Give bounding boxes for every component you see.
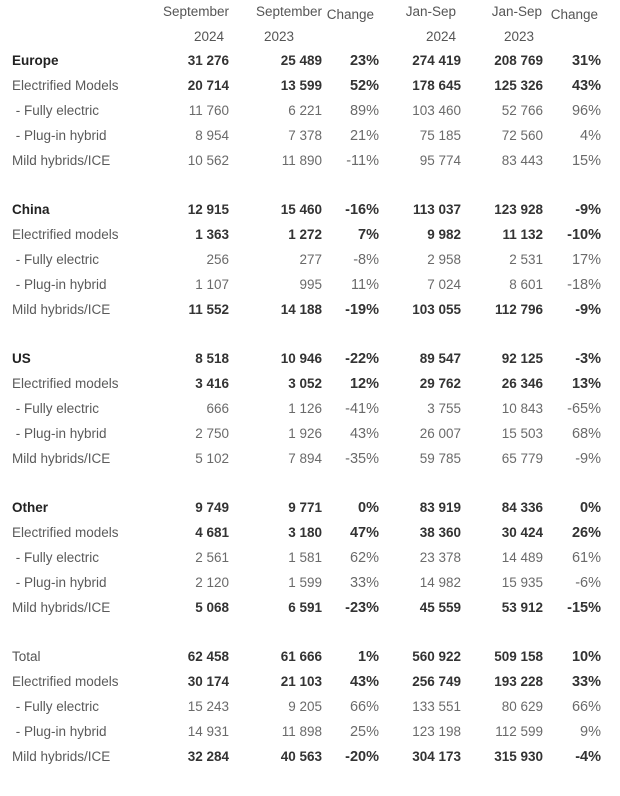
table-row xyxy=(0,75,620,100)
cell-jansep-2024: 103 055 xyxy=(412,302,461,317)
header-col-sep-2023-line1: September xyxy=(255,4,322,19)
cell-sep-2023: 11 898 xyxy=(281,724,322,739)
cell-jansep-2023: 112 796 xyxy=(494,302,543,317)
cell-change-month: 66% xyxy=(349,699,379,715)
cell-sep-2024: 8 518 xyxy=(195,351,229,366)
cell-sep-2023: 15 460 xyxy=(280,202,322,217)
cell-sep-2023: 25 489 xyxy=(280,53,322,68)
cell-jansep-2023: 193 228 xyxy=(494,674,543,689)
cell-sep-2023: 3 180 xyxy=(288,525,322,540)
cell-change-month: -19% xyxy=(345,302,379,318)
table-row xyxy=(0,497,620,522)
cell-sep-2023: 1 126 xyxy=(288,401,322,416)
cell-sep-2024: 1 363 xyxy=(195,227,229,242)
header-col-sep-2024-line2: 2024 xyxy=(193,29,224,44)
row-label: Total xyxy=(12,649,41,664)
cell-change-month: -22% xyxy=(345,351,379,367)
cell-change-ytd: 10% xyxy=(571,649,601,665)
cell-jansep-2024: 3 755 xyxy=(427,401,461,416)
cell-sep-2023: 40 563 xyxy=(280,749,322,764)
cell-sep-2024: 5 068 xyxy=(195,600,229,615)
cell-change-month: 25% xyxy=(349,724,379,740)
cell-jansep-2023: 8 601 xyxy=(509,277,543,292)
cell-jansep-2024: 9 982 xyxy=(427,227,461,242)
table-row xyxy=(0,249,620,274)
cell-change-month: -11% xyxy=(346,153,379,169)
cell-sep-2024: 8 954 xyxy=(195,128,229,143)
cell-change-ytd: 0% xyxy=(580,500,601,516)
cell-jansep-2024: 113 037 xyxy=(412,202,461,217)
cell-change-month: 21% xyxy=(349,128,379,144)
row-label: - Plug-in hybrid xyxy=(12,128,107,143)
cell-change-month: 33% xyxy=(349,575,379,591)
cell-change-month: 12% xyxy=(349,376,379,392)
cell-change-month: 43% xyxy=(349,674,379,690)
cell-jansep-2023: 26 346 xyxy=(501,376,543,391)
cell-sep-2024: 20 714 xyxy=(187,78,229,93)
table-row xyxy=(0,671,620,696)
cell-jansep-2024: 89 547 xyxy=(419,351,461,366)
cell-change-month: 52% xyxy=(349,78,379,94)
cell-change-month: -20% xyxy=(345,749,379,765)
row-label: Mild hybrids/ICE xyxy=(12,153,111,168)
table-row xyxy=(0,398,620,423)
cell-sep-2024: 11 552 xyxy=(188,302,229,317)
cell-sep-2024: 15 243 xyxy=(187,699,229,714)
cell-change-month: 43% xyxy=(349,426,379,442)
cell-sep-2024: 30 174 xyxy=(187,674,229,689)
row-label: Electrified Models xyxy=(12,78,119,93)
header-col-jansep-2024-line1: Jan-Sep xyxy=(405,4,456,19)
cell-change-ytd: -9% xyxy=(575,302,601,318)
table-row xyxy=(0,597,620,622)
cell-change-month: -16% xyxy=(345,202,379,218)
table-row xyxy=(0,721,620,746)
cell-jansep-2023: 15 503 xyxy=(501,426,543,441)
cell-sep-2023: 1 581 xyxy=(288,550,322,565)
cell-jansep-2024: 560 922 xyxy=(412,649,461,664)
section-other xyxy=(0,497,620,622)
row-label: US xyxy=(12,351,31,366)
row-label: Mild hybrids/ICE xyxy=(12,749,111,764)
row-label: Electrified models xyxy=(12,227,119,242)
cell-jansep-2023: 10 843 xyxy=(501,401,543,416)
table-row xyxy=(0,646,620,671)
cell-sep-2023: 21 103 xyxy=(280,674,322,689)
cell-sep-2024: 9 749 xyxy=(195,500,229,515)
cell-jansep-2023: 208 769 xyxy=(494,53,543,68)
cell-jansep-2023: 53 912 xyxy=(501,600,543,615)
cell-jansep-2023: 65 779 xyxy=(501,451,543,466)
cell-jansep-2024: 29 762 xyxy=(419,376,461,391)
cell-jansep-2024: 23 378 xyxy=(419,550,461,565)
cell-sep-2024: 4 681 xyxy=(195,525,229,540)
cell-sep-2023: 9 771 xyxy=(288,500,322,515)
cell-change-month: -8% xyxy=(353,252,379,268)
cell-jansep-2024: 103 460 xyxy=(412,103,461,118)
cell-change-ytd: 13% xyxy=(571,376,601,392)
cell-sep-2024: 5 102 xyxy=(195,451,229,466)
cell-change-ytd: 33% xyxy=(571,674,601,690)
table-row xyxy=(0,274,620,299)
cell-jansep-2023: 509 158 xyxy=(494,649,543,664)
cell-sep-2024: 32 284 xyxy=(187,749,229,764)
cell-change-ytd: -9% xyxy=(575,451,601,467)
cell-jansep-2024: 256 749 xyxy=(412,674,461,689)
table-row xyxy=(0,547,620,572)
cell-jansep-2024: 14 982 xyxy=(419,575,461,590)
table-header xyxy=(0,0,620,50)
row-label: - Plug-in hybrid xyxy=(12,575,107,590)
cell-sep-2024: 2 120 xyxy=(195,575,229,590)
row-label: Electrified models xyxy=(12,376,119,391)
cell-sep-2023: 11 890 xyxy=(281,153,322,168)
cell-change-ytd: -6% xyxy=(575,575,601,591)
cell-sep-2024: 10 562 xyxy=(187,153,229,168)
row-label: - Fully electric xyxy=(12,252,100,267)
cell-change-ytd: -65% xyxy=(567,401,601,417)
cell-jansep-2023: 92 125 xyxy=(501,351,543,366)
cell-change-ytd: 15% xyxy=(571,153,601,169)
table-row xyxy=(0,50,620,75)
cell-sep-2024: 12 915 xyxy=(187,202,229,217)
section-total xyxy=(0,646,620,771)
cell-change-month: -23% xyxy=(345,600,379,616)
cell-sep-2023: 277 xyxy=(299,252,322,267)
cell-jansep-2023: 72 560 xyxy=(501,128,543,143)
row-label: - Plug-in hybrid xyxy=(12,277,107,292)
cell-change-ytd: -18% xyxy=(567,277,601,293)
cell-sep-2024: 666 xyxy=(206,401,229,416)
cell-jansep-2023: 315 930 xyxy=(494,749,543,764)
cell-change-month: 11% xyxy=(351,277,379,293)
row-label: - Plug-in hybrid xyxy=(12,724,107,739)
row-label: Mild hybrids/ICE xyxy=(12,600,111,615)
cell-jansep-2023: 15 935 xyxy=(501,575,543,590)
table-row xyxy=(0,522,620,547)
cell-change-ytd: 9% xyxy=(580,724,601,740)
cell-jansep-2024: 83 919 xyxy=(419,500,461,515)
table-row xyxy=(0,125,620,150)
cell-sep-2023: 1 926 xyxy=(288,426,322,441)
row-label: Electrified models xyxy=(12,525,119,540)
cell-sep-2023: 9 205 xyxy=(288,699,322,714)
cell-jansep-2024: 2 958 xyxy=(427,252,461,267)
cell-change-ytd: -4% xyxy=(575,749,601,765)
header-col-change-month: Change xyxy=(326,7,374,22)
cell-jansep-2024: 274 419 xyxy=(412,53,461,68)
row-label: - Plug-in hybrid xyxy=(12,426,107,441)
cell-sep-2023: 1 599 xyxy=(288,575,322,590)
cell-sep-2024: 2 750 xyxy=(195,426,229,441)
table-row xyxy=(0,100,620,125)
cell-change-ytd: -9% xyxy=(575,202,601,218)
cell-jansep-2024: 59 785 xyxy=(419,451,461,466)
cell-jansep-2024: 7 024 xyxy=(427,277,461,292)
cell-change-month: 47% xyxy=(349,525,379,541)
cell-sep-2024: 62 458 xyxy=(187,649,229,664)
cell-jansep-2023: 2 531 xyxy=(509,252,543,267)
cell-change-ytd: 4% xyxy=(580,128,601,144)
cell-jansep-2023: 84 336 xyxy=(501,500,543,515)
cell-sep-2023: 995 xyxy=(299,277,322,292)
cell-sep-2024: 11 760 xyxy=(188,103,229,118)
header-col-sep-2024-line1: September xyxy=(162,4,229,19)
cell-jansep-2024: 178 645 xyxy=(412,78,461,93)
cell-change-ytd: 96% xyxy=(571,103,601,119)
cell-change-month: 1% xyxy=(358,649,379,665)
cell-change-ytd: 68% xyxy=(571,426,601,442)
section-europe xyxy=(0,50,620,175)
cell-change-ytd: 26% xyxy=(571,525,601,541)
cell-sep-2023: 6 591 xyxy=(288,600,322,615)
cell-sep-2023: 13 599 xyxy=(280,78,322,93)
cell-change-month: 89% xyxy=(349,103,379,119)
cell-sep-2023: 61 666 xyxy=(280,649,322,664)
row-label: - Fully electric xyxy=(12,401,100,416)
cell-sep-2023: 3 052 xyxy=(288,376,322,391)
cell-sep-2024: 2 561 xyxy=(195,550,229,565)
table-row xyxy=(0,572,620,597)
table-row xyxy=(0,373,620,398)
cell-jansep-2024: 45 559 xyxy=(419,600,461,615)
cell-jansep-2023: 123 928 xyxy=(494,202,543,217)
table-row xyxy=(0,199,620,224)
row-label: Mild hybrids/ICE xyxy=(12,451,111,466)
cell-jansep-2024: 26 007 xyxy=(419,426,461,441)
header-col-change-ytd: Change xyxy=(550,7,598,22)
cell-jansep-2023: 125 326 xyxy=(494,78,543,93)
table-row xyxy=(0,299,620,324)
cell-jansep-2024: 75 185 xyxy=(419,128,461,143)
cell-change-month: -35% xyxy=(345,451,379,467)
row-label: - Fully electric xyxy=(12,103,100,118)
section-china xyxy=(0,199,620,324)
row-label: Other xyxy=(12,500,49,515)
cell-change-month: 7% xyxy=(358,227,379,243)
table-row xyxy=(0,746,620,771)
cell-change-ytd: -10% xyxy=(567,227,601,243)
cell-change-month: 0% xyxy=(358,500,379,516)
cell-change-month: 62% xyxy=(349,550,379,566)
cell-change-ytd: -3% xyxy=(575,351,601,367)
cell-sep-2023: 6 221 xyxy=(288,103,322,118)
cell-change-ytd: -15% xyxy=(567,600,601,616)
section-us xyxy=(0,348,620,473)
cell-jansep-2024: 123 198 xyxy=(412,724,461,739)
table-row xyxy=(0,448,620,473)
cell-sep-2023: 7 378 xyxy=(288,128,322,143)
row-label: - Fully electric xyxy=(12,699,100,714)
row-label: - Fully electric xyxy=(12,550,100,565)
cell-sep-2024: 3 416 xyxy=(195,376,229,391)
cell-change-month: -41% xyxy=(345,401,379,417)
cell-jansep-2023: 30 424 xyxy=(501,525,543,540)
table-row xyxy=(0,423,620,448)
table-row xyxy=(0,696,620,721)
header-col-jansep-2023-line1: Jan-Sep xyxy=(491,4,542,19)
row-label: Europe xyxy=(12,53,59,68)
cell-change-month: 23% xyxy=(349,53,379,69)
cell-change-ytd: 66% xyxy=(571,699,601,715)
sales-table xyxy=(0,50,620,795)
cell-sep-2023: 1 272 xyxy=(288,227,322,242)
cell-jansep-2023: 80 629 xyxy=(501,699,543,714)
cell-jansep-2024: 304 173 xyxy=(412,749,461,764)
cell-jansep-2023: 83 443 xyxy=(501,153,543,168)
header-col-jansep-2023-line2: 2023 xyxy=(503,29,534,44)
cell-jansep-2023: 112 599 xyxy=(495,724,543,739)
cell-sep-2024: 14 931 xyxy=(187,724,229,739)
cell-sep-2024: 31 276 xyxy=(187,53,229,68)
table-row xyxy=(0,224,620,249)
cell-change-ytd: 61% xyxy=(571,550,601,566)
row-label: China xyxy=(12,202,50,217)
cell-jansep-2024: 38 360 xyxy=(419,525,461,540)
table-row xyxy=(0,150,620,175)
cell-jansep-2023: 14 489 xyxy=(501,550,543,565)
cell-jansep-2024: 95 774 xyxy=(419,153,461,168)
cell-jansep-2024: 133 551 xyxy=(412,699,461,714)
cell-change-ytd: 43% xyxy=(571,78,601,94)
cell-sep-2023: 7 894 xyxy=(288,451,322,466)
cell-sep-2024: 256 xyxy=(206,252,229,267)
header-col-jansep-2024-line2: 2024 xyxy=(425,29,456,44)
table-row xyxy=(0,348,620,373)
cell-change-ytd: 31% xyxy=(571,53,601,69)
cell-jansep-2023: 52 766 xyxy=(501,103,543,118)
row-label: Electrified models xyxy=(12,674,119,689)
cell-sep-2023: 14 188 xyxy=(280,302,322,317)
cell-sep-2023: 10 946 xyxy=(280,351,322,366)
cell-sep-2024: 1 107 xyxy=(195,277,229,292)
cell-change-ytd: 17% xyxy=(571,252,601,268)
row-label: Mild hybrids/ICE xyxy=(12,302,111,317)
cell-jansep-2023: 11 132 xyxy=(502,227,543,242)
header-col-sep-2023-line2: 2023 xyxy=(263,29,294,44)
